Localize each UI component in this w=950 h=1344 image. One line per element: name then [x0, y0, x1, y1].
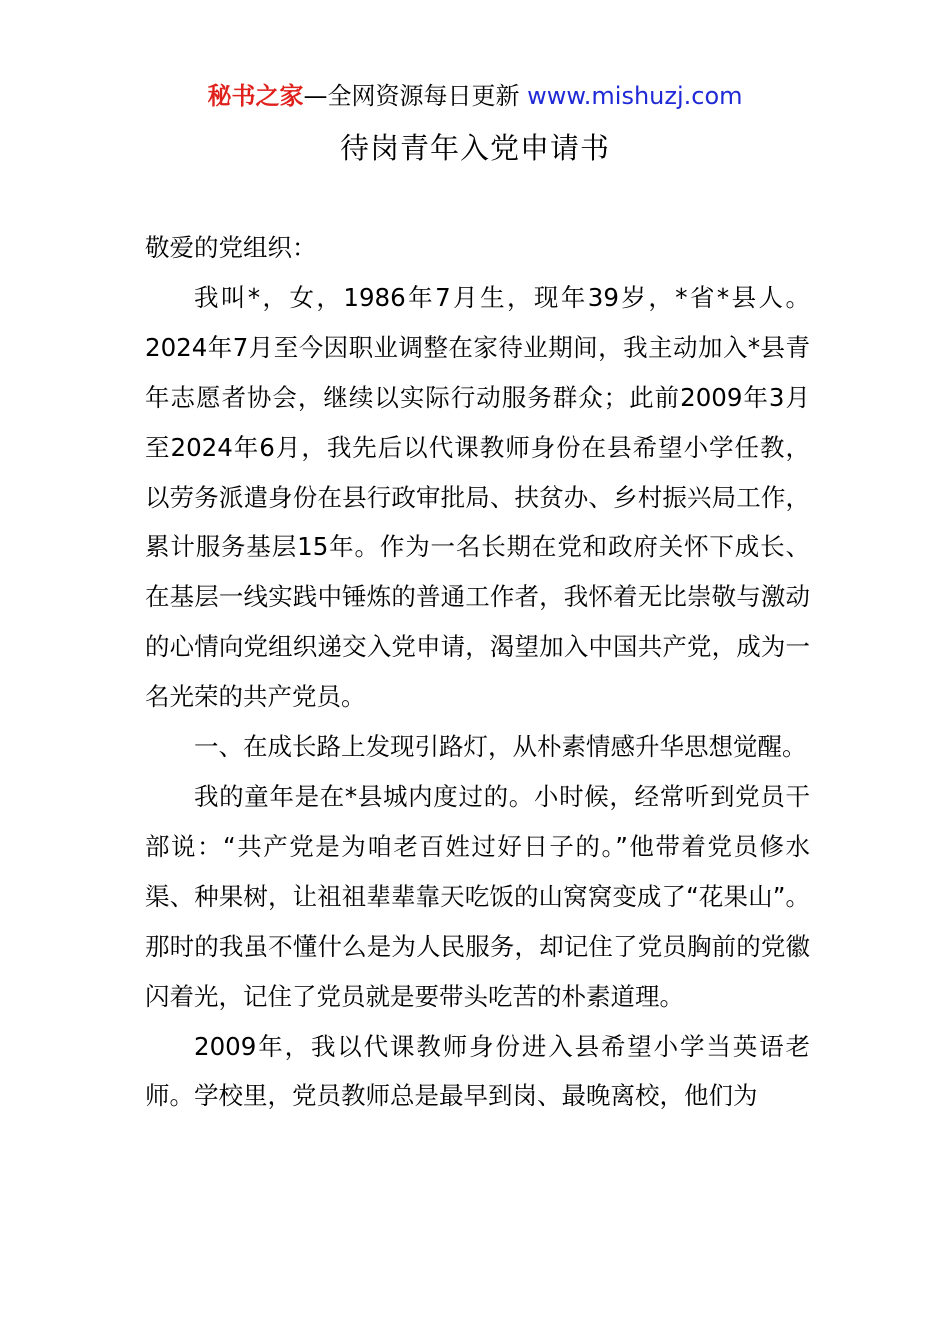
document-title: 待岗青年入党申请书 [339, 131, 610, 165]
brand-name: 秘书之家 [207, 82, 304, 110]
paragraph-intro: 我叫*，女，1986年7月生，现年39岁，*省*县人。2024年7月至今因职业调整在家待业期间，我主动加入*县青年志愿者协会，继续以实际行动服务群众；此前2009年3月至2024年6月，我先后以代课教师身份在县希望小学任教，以劳务派遣身份在县行政审批局、扶贫办、乡村振兴局工作，累计服务基层15年。作为一名长期在党和政府关怀下成长、在基层一线实践中锤炼的普通工作者，我怀着无比崇敬与激动的心情向党组织递交入党申请，渴望加入中国共产党，成为一名光荣的共产党员。 [145, 282, 810, 712]
salutation: 敬爱的党组织： [145, 233, 317, 262]
document-body [145, 223, 810, 1121]
paragraph-childhood: 我的童年是在*县城内度过的。小时候，经常听到党员干部说：“共产党是为咱老百姓过好日子的。”他带着党员修水渠、种果树，让祖祖辈辈靠天吃饭的山窝窝变成了“花果山”。那时的我虽不懂什么是为人民服务，却记住了党员胸前的党徽闪着光，记住了党员就是要带头吃苦的朴素道理。 [145, 781, 810, 1011]
paragraph-teaching: 2009年，我以代课教师身份进入县希望小学当英语老师。学校里，党员教师总是最早到岗、最晚离校，他们为 [145, 1031, 810, 1111]
site-tagline: —全网资源每日更新 [303, 82, 520, 110]
section-heading-1: 一、在成长路上发现引路灯，从朴素情感升华思想觉醒。 [194, 732, 807, 762]
site-url[interactable]: www.mishuzj.com [527, 82, 743, 110]
site-header [0, 80, 950, 112]
